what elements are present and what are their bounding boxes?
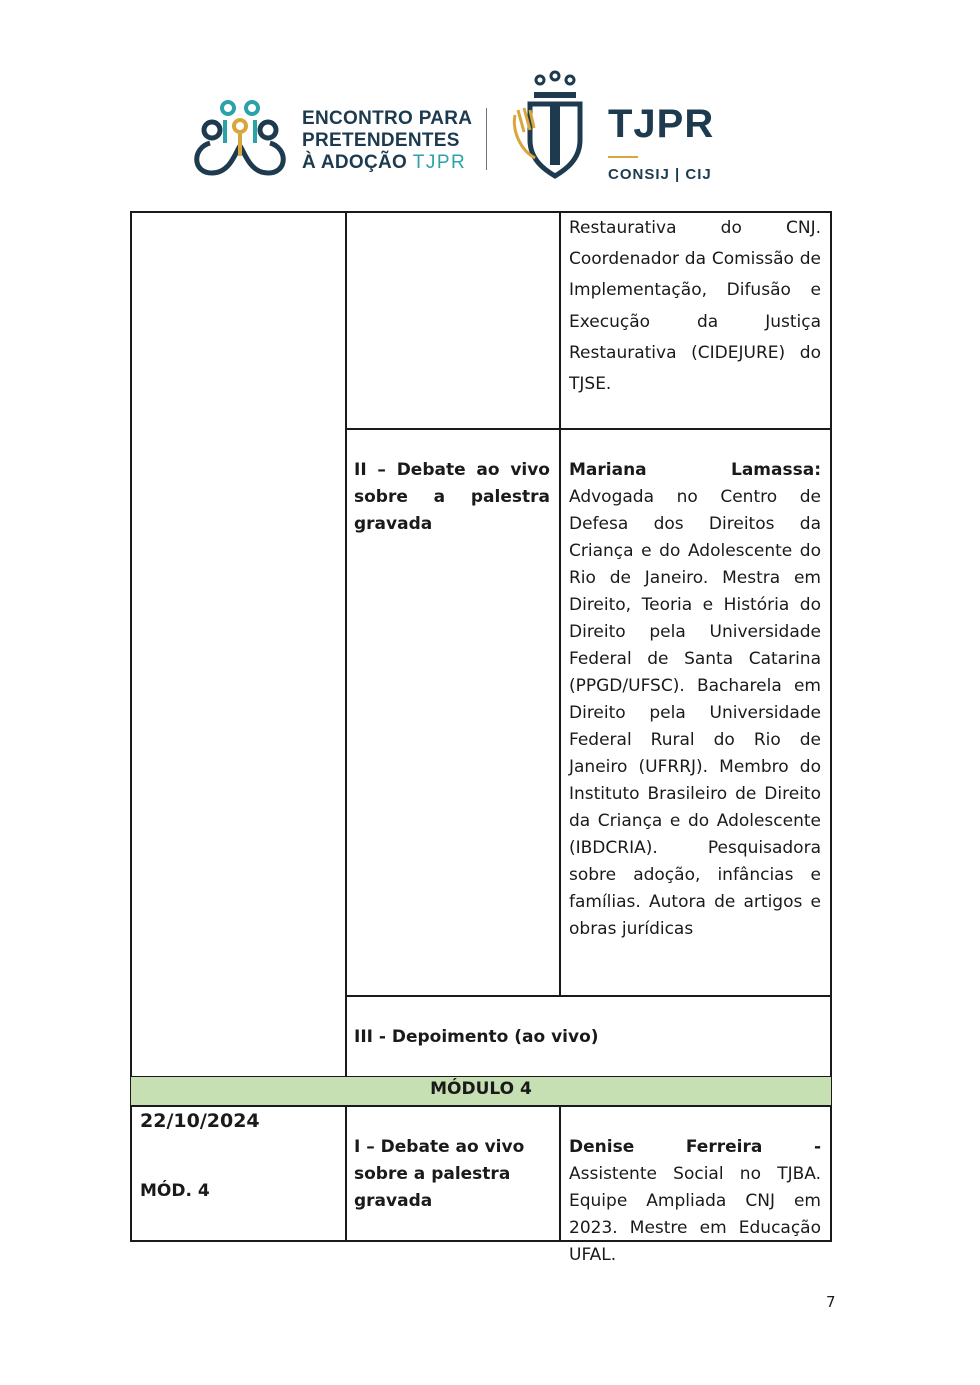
logo-divider bbox=[486, 108, 487, 170]
row-divider-2 bbox=[345, 995, 832, 997]
row2-bio-cell bbox=[569, 457, 821, 943]
tjpr-logo-rule bbox=[608, 156, 638, 158]
row-divider-1 bbox=[345, 428, 832, 430]
tjpr-crest-icon bbox=[510, 70, 600, 185]
event-name-accent: TJPR bbox=[412, 152, 467, 173]
column-divider-2-upper bbox=[559, 211, 561, 997]
page-number: 7 bbox=[826, 1293, 836, 1311]
event-name-line-1: ENCONTRO PARA bbox=[302, 108, 473, 129]
event-name bbox=[302, 108, 472, 174]
speaker-name: Mariana Lamassa: bbox=[569, 460, 821, 480]
column-divider-2-lower bbox=[559, 1105, 561, 1242]
module-header-label: MÓDULO 4 bbox=[430, 1079, 532, 1099]
speaker-name: Denise Ferreira - bbox=[569, 1137, 821, 1157]
row2-activity-cell: II – Debate ao vivo sobre a palestra gravada bbox=[354, 460, 550, 534]
row4-activity-cell: I – Debate ao vivo sobre a palestra gravada bbox=[354, 1137, 525, 1211]
adoption-family-logo-icon bbox=[190, 98, 300, 178]
column-divider-1-upper bbox=[345, 211, 347, 1077]
event-name-line-3 bbox=[302, 152, 472, 174]
row4-bio-cell bbox=[569, 1134, 821, 1269]
row3-activity-cell: III - Depoimento (ao vivo) bbox=[354, 1027, 599, 1047]
tjpr-logo-subtitle: CONSIJ | CIJ bbox=[608, 166, 712, 183]
tjpr-logo-title: TJPR bbox=[608, 102, 715, 146]
event-name-line-3-text: À ADOÇÃO bbox=[302, 152, 408, 173]
column-divider-1-lower bbox=[345, 1105, 347, 1242]
row4-date: 22/10/2024 bbox=[140, 1110, 260, 1132]
row1-bio-cell: Restaurativa do CNJ. Coordenador da Comissão de Implementação, Difusão e Execução da Justiça Restaurativa (CIDEJURE) do TJSE. bbox=[569, 218, 821, 395]
speaker-bio: Assistente Social no TJBA. Equipe Ampliada CNJ em 2023. Mestre em Educação UFAL. bbox=[569, 1164, 821, 1265]
speaker-bio: Advogada no Centro de Defesa dos Direitos da Criança e do Adolescente do Rio de Janeiro. Mestra em Direito, Teoria e História do Direito pela Universidade Federal de Santa Catarina (PPGD/UFSC). Bacharela em Direito pela Universidade Federal Rural do Rio de Janeiro (UFRRJ). Membro do Instituto Brasileiro de Direito da Criança e do Adolescente (IBDCRIA). Pesquisadora sobre adoção, infâncias e famílias. Autora de artigos e obras jurídicas bbox=[569, 487, 821, 939]
event-name-line-2: PRETENDENTES bbox=[302, 130, 460, 151]
row-divider-4 bbox=[130, 1105, 832, 1107]
page-header bbox=[190, 70, 730, 190]
row4-module: MÓD. 4 bbox=[140, 1181, 210, 1201]
